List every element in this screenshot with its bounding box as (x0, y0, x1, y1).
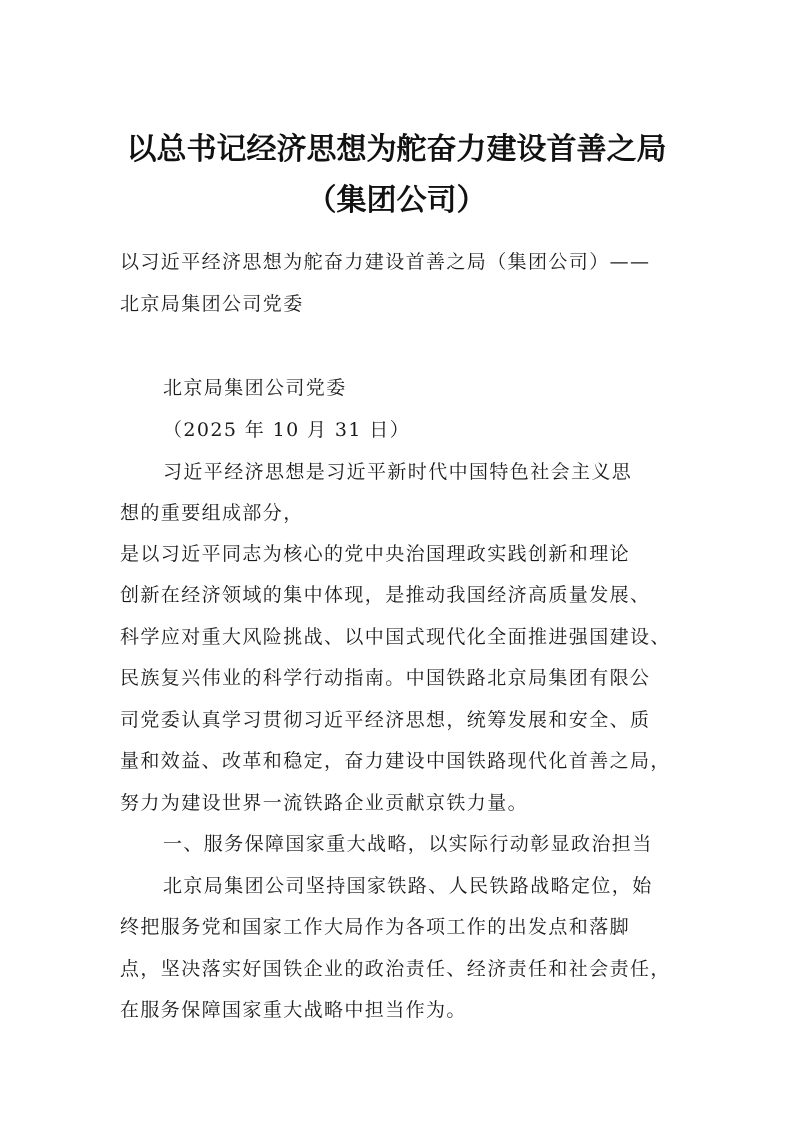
document-title-line-1: 以总书记经济思想为舵奋力建设首善之局 (126, 132, 667, 167)
author-line: 北京局集团公司党委 (163, 377, 347, 399)
body-line: 北京局集团公司坚持国家铁路、人民铁路战略定位，始 (163, 875, 653, 897)
body-line: 点，坚决落实好国铁企业的政治责任、经济责任和社会责任， (120, 958, 671, 980)
body-line: 终把服务党和国家工作大局作为各项工作的出发点和落脚 (120, 916, 631, 938)
body-line: 想的重要组成部分， (120, 502, 304, 524)
section-heading: 一、服务保障国家重大战略，以实际行动彰显政治担当 (163, 833, 653, 855)
body-line: 习近平经济思想是习近平新时代中国特色社会主义思 (163, 461, 633, 483)
body-line: 科学应对重大风险挑战、以中国式现代化全面推进强国建设、 (120, 626, 671, 648)
subtitle-line-2: 北京局集团公司党委 (120, 293, 304, 315)
document-title-line-2: （集团公司） (306, 183, 487, 218)
body-line: 创新在经济领域的集中体现，是推动我国经济高质量发展、 (120, 584, 651, 606)
body-line: 司党委认真学习贯彻习近平经济思想，统筹发展和安全、质 (120, 709, 651, 731)
date-line: （2025 年 10 月 31 日） (163, 419, 411, 441)
body-line: 是以习近平同志为核心的党中央治国理政实践创新和理论 (120, 543, 631, 565)
body-line: 努力为建设世界一流铁路企业贡献京铁力量。 (120, 792, 529, 814)
body-line: 在服务保障国家重大战略中担当作为。 (120, 999, 467, 1021)
body-line: 量和效益、改革和稳定，奋力建设中国铁路现代化首善之局， (120, 750, 671, 772)
body-line: 民族复兴伟业的科学行动指南。中国铁路北京局集团有限公 (120, 667, 651, 689)
subtitle-line-1: 以习近平经济思想为舵奋力建设首善之局（集团公司）—— (120, 251, 651, 273)
